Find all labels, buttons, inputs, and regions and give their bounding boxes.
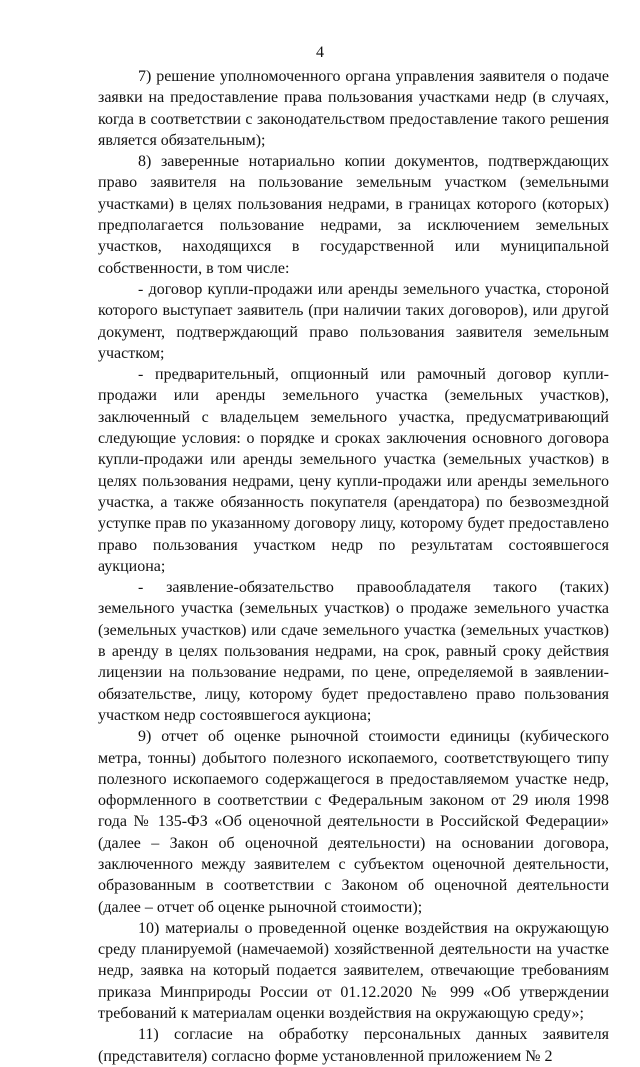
- paragraph-subitem-owner-statement: - заявление-обязательство правообладателя такого (таких) земельного участка (земельных участков) о продаже земельного участка (земельных участков) или сдаче земельного участка (земельных участков) в аренду в целях пользования недрами, на срок, равный сроку действия лицензии на пользование недрами, по цене, определяемой в заявлении-обязательстве, лицу, которому будет предоставлено право пользования участком недр состоявшегося аукциона;: [98, 579, 609, 724]
- paragraph-item-7: 7) решение уполномоченного органа управления заявителя о подаче заявки на предоставление права пользования участками недр (в случаях, когда в соответствии с законодательством предоставление такого решения является обязательным);: [98, 68, 609, 149]
- paragraph-item-8: 8) заверенные нотариально копии документов, подтверждающих право заявителя на пользование земельным участком (земельными участками) в целях пользования недрами, в границах которого (которых) предполагается пользование недрами, за исключением земельных участков, находящихся в государственной или муниципальной собственности, в том числе:: [98, 153, 609, 277]
- paragraph-subitem-land-contract: - договор купли-продажи или аренды земельного участка, стороной которого выступает заявитель (при наличии таких договоров), или другой документ, подтверждающий право пользования заявителя земельным участком;: [98, 280, 609, 362]
- paragraph-subitem-preliminary-contract: - предварительный, опционный или рамочный договор купли-продажи или аренды земельного участка (земельных участков), заключенный с владельцем земельного участка, предусматривающий следующие условия: о порядке и сроках заключения основного договора купли-продажи или аренды земельного участка (земельных участков) в целях пользования недрами, цену купли-продажи или аренды земельного участка, а также обязанность покупателя (арендатора) по безвозмездной уступке прав по указанному договору лицу, которому будет предоставлено право пользования участком недр по результатам состоявшегося аукциона;: [98, 366, 609, 575]
- document-body: [98, 66, 609, 1067]
- paragraph-item-11: 11) согласие на обработку персональных данных заявителя (представителя) согласно форме установленной приложением № 2: [98, 1026, 609, 1065]
- paragraph-item-10: 10) материалы о проведенной оценке воздействия на окружающую среду планируемой (намечаемой) хозяйственной деятельности на участке недр, заявка на который подается заявителем, отвечающие требованиям приказа Минприроды России от 01.12.2020 № 999 «Об утверждении требований к материалам оценки воздействия на окружающую среду»;: [98, 919, 609, 1023]
- paragraph-item-9: 9) отчет об оценке рыночной стоимости единицы (кубического метра, тонны) добытого полезного ископаемого, соответствующего типу полезного ископаемого содержащегося в предоставляемом участке недр, оформленного в соответствии с Федеральным законом от 29 июля 1998 года № 135-ФЗ «Об оценочной деятельности в Российской Федерации» (далее – Закон об оценочной деятельности) на основании договора, заключенного между заявителем с субъектом оценочной деятельности, образованным в соответствии с Законом об оценочной деятельности (далее – отчет об оценке рыночной стоимости);: [98, 728, 609, 916]
- page-number: 4: [316, 44, 324, 61]
